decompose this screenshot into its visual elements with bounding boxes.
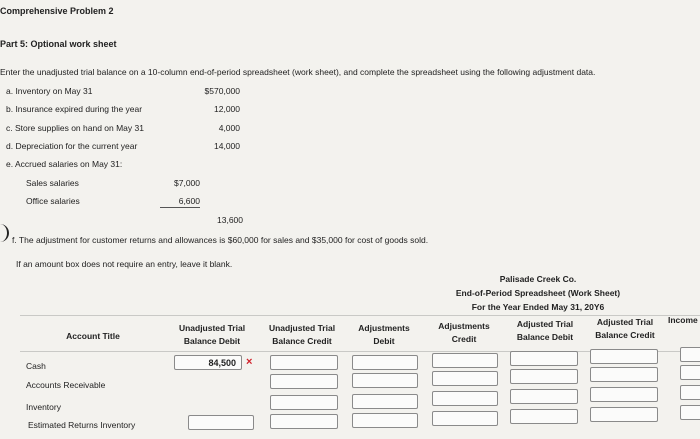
cash-adj-debit-input[interactable] — [352, 355, 418, 370]
office-salaries-value: 6,600 — [160, 196, 200, 208]
adj-c-value: 4,000 — [218, 123, 240, 133]
eri-atb-debit-input[interactable] — [510, 409, 578, 424]
cash-utb-debit-value: 84,500 — [208, 358, 236, 368]
adj-e-total: 13,600 — [217, 215, 243, 225]
adj-f-text: f. The adjustment for customer returns and allowances is $60,000 for sales and $35,000 for cost of goods sold. — [12, 235, 429, 245]
adj-a-label: a. Inventory on May 31 — [6, 86, 93, 96]
cash-atb-debit-input[interactable] — [510, 351, 578, 366]
incorrect-icon: × — [246, 356, 253, 368]
adj-b-value: 12,000 — [214, 104, 240, 114]
inv-utb-credit-input[interactable] — [270, 395, 338, 410]
inv-income-input[interactable] — [680, 385, 700, 400]
adj-b-label: b. Insurance expired during the year — [6, 104, 143, 114]
instructions: Enter the unadjusted trial balance on a 10-column end-of-period spreadsheet (work sheet), and complete the spreadsheet using the following adjustment data. — [0, 67, 596, 77]
office-salaries-label: Office salaries — [26, 196, 80, 206]
col-account-title: Account Title — [66, 331, 120, 341]
ar-atb-debit-input[interactable] — [510, 369, 578, 384]
inv-atb-credit-input[interactable] — [590, 387, 658, 402]
problem-title: Comprehensive Problem 2 — [0, 6, 114, 16]
col-atb-credit: Adjusted Trial Balance Credit — [595, 317, 655, 340]
account-label-cash: Cash — [26, 361, 46, 371]
inv-adj-debit-input[interactable] — [352, 394, 418, 409]
ar-adj-debit-input[interactable] — [352, 373, 418, 388]
col-adj-credit: Adjustments Credit — [438, 321, 490, 344]
adj-e-label: e. Accrued salaries on May 31: — [6, 159, 123, 169]
adj-c-label: c. Store supplies on hand on May 31 — [6, 123, 144, 133]
adj-a-value: $570,000 — [204, 86, 240, 96]
part-title: Part 5: Optional work sheet — [0, 39, 117, 49]
eri-adj-credit-input[interactable] — [432, 411, 498, 426]
col-adj-debit: Adjustments Debit — [358, 323, 410, 346]
blank-note: If an amount box does not require an entry, leave it blank. — [16, 259, 233, 269]
ar-atb-credit-input[interactable] — [590, 367, 658, 382]
adj-d-value: 14,000 — [214, 141, 240, 151]
eri-income-input[interactable] — [680, 405, 700, 420]
account-label-inventory: Inventory — [26, 402, 61, 412]
cash-atb-credit-input[interactable] — [590, 349, 658, 364]
cash-income-input[interactable] — [680, 347, 700, 362]
col-utb-credit: Unadjusted Trial Balance Credit — [268, 323, 336, 346]
cash-utb-credit-input[interactable] — [270, 355, 338, 370]
eri-adj-debit-input[interactable] — [352, 413, 418, 428]
bracket-icon — [0, 224, 9, 242]
ar-utb-credit-input[interactable] — [270, 374, 338, 389]
col-utb-debit: Unadjusted Trial Balance Debit — [178, 323, 246, 346]
company-name: Palisade Creek Co. — [499, 274, 577, 284]
eri-utb-credit-input[interactable] — [270, 414, 338, 429]
inv-adj-credit-input[interactable] — [432, 391, 498, 406]
account-label-ar: Accounts Receivable — [26, 380, 106, 390]
sheet-title: End-of-Period Spreadsheet (Work Sheet) — [455, 288, 621, 298]
inv-atb-debit-input[interactable] — [510, 389, 578, 404]
col-atb-debit: Adjusted Trial Balance Debit — [516, 319, 574, 342]
ar-adj-credit-input[interactable] — [432, 371, 498, 386]
sales-salaries-value: $7,000 — [174, 178, 200, 188]
sheet-period: For the Year Ended May 31, 20Y6 — [471, 302, 605, 312]
ar-income-input[interactable] — [680, 365, 700, 380]
col-income: Income — [668, 315, 698, 325]
account-label-est-returns: Estimated Returns Inventory — [28, 420, 136, 430]
adj-d-label: d. Depreciation for the current year — [6, 141, 138, 151]
eri-atb-credit-input[interactable] — [590, 407, 658, 422]
sales-salaries-label: Sales salaries — [26, 178, 79, 188]
eri-utb-debit-input[interactable] — [188, 415, 254, 430]
cash-adj-credit-input[interactable] — [432, 353, 498, 368]
